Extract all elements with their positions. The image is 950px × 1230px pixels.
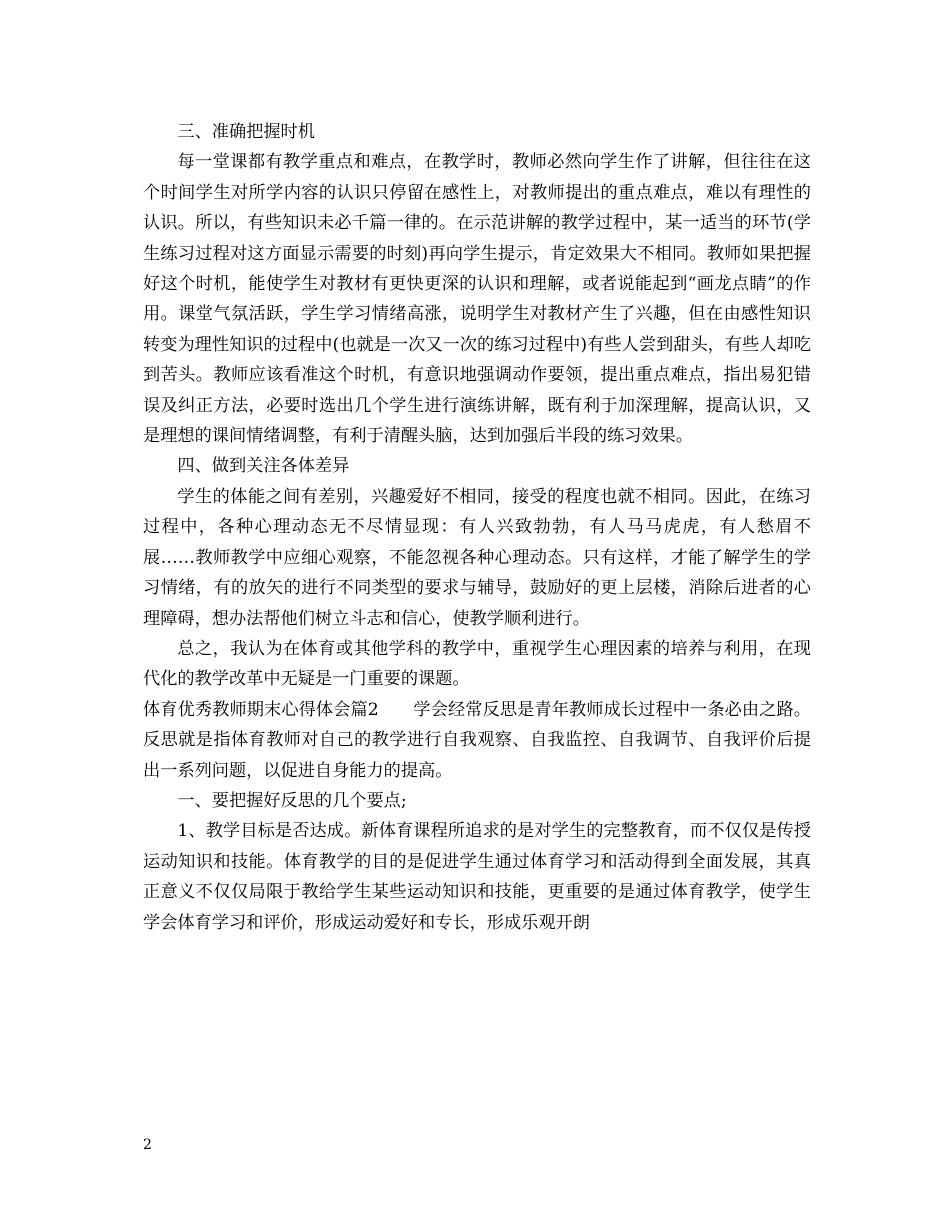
paragraph: 总之，我认为在体育或其他学科的教学中，重视学生心理因素的培养与利用，在现代化的教学改革中无疑是一门重要的课题。: [143, 638, 811, 690]
article-title-paragraph: 体育优秀教师期末心得体会篇2 学会经常反思是青年教师成长过程中一条必由之路。反思就是指体育教师对自己的教学进行自我观察、自我监控、自我调节、自我评价后提出一系列问题，以促进自身能力的提高。: [143, 699, 811, 781]
section-heading-1: 一、要把握好反思的几个要点;: [177, 790, 407, 811]
document-body: [143, 117, 811, 938]
section-heading-4: 四、做到关注各体差异: [177, 456, 350, 477]
paragraph: 每一堂课都有教学重点和难点，在教学时，教师必然向学生作了讲解，但往往在这个时间学生对所学内容的认识只停留在感性上，对教师提出的重点难点，难以有理性的认识。所以，有些知识未必千篇一律的。在示范讲解的教学过程中，某一适当的环节(学生练习过程对这方面显示需要的时刻)再向学生提示，肯定效果大不相同。教师如果把握好这个时机，能使学生对教材有更快更深的认识和理解，或者说能起到“画龙点睛”的作用。课堂气氛活跃，学生学习情绪高涨，说明学生对教材产生了兴趣，但在由感性知识转变为理性知识的过程中(也就是一次又一次的练习过程中)有些人尝到甜头，有些人却吃到苦头。教师应该看准这个时机，有意识地强调动作要领，提出重点难点，指出易犯错误及纠正方法，必要时选出几个学生进行演练讲解，既有利于加深理解，提高认识，又是理想的课间情绪调整，有利于清醒头脑，达到加强后半段的练习效果。: [143, 152, 811, 447]
paragraph: 学生的体能之间有差别，兴趣爱好不相同，接受的程度也就不相同。因此，在练习过程中，各种心理动态无不尽情显现：有人兴致勃勃，有人马马虎虎，有人愁眉不展……教师教学中应细心观察，不能忽视各种心理动态。只有这样，才能了解学生的学习情绪，有的放矢的进行不同类型的要求与辅导，鼓励好的更上层楼，消除后进者的心理障碍，想办法帮他们树立斗志和信心，使教学顺利进行。: [143, 486, 811, 629]
paragraph: 1、教学目标是否达成。新体育课程所追求的是对学生的完整教育，而不仅仅是传授运动知识和技能。体育教学的目的是促进学生通过体育学习和活动得到全面发展，其真正意义不仅仅局限于教给学生某些运动知识和技能，更重要的是通过体育教学，使学生学会体育学习和评价，形成运动爱好和专长，形成乐观开朗: [143, 821, 811, 933]
page-number: 2: [143, 1137, 152, 1153]
section-heading-3: 三、准确把握时机: [177, 122, 315, 142]
